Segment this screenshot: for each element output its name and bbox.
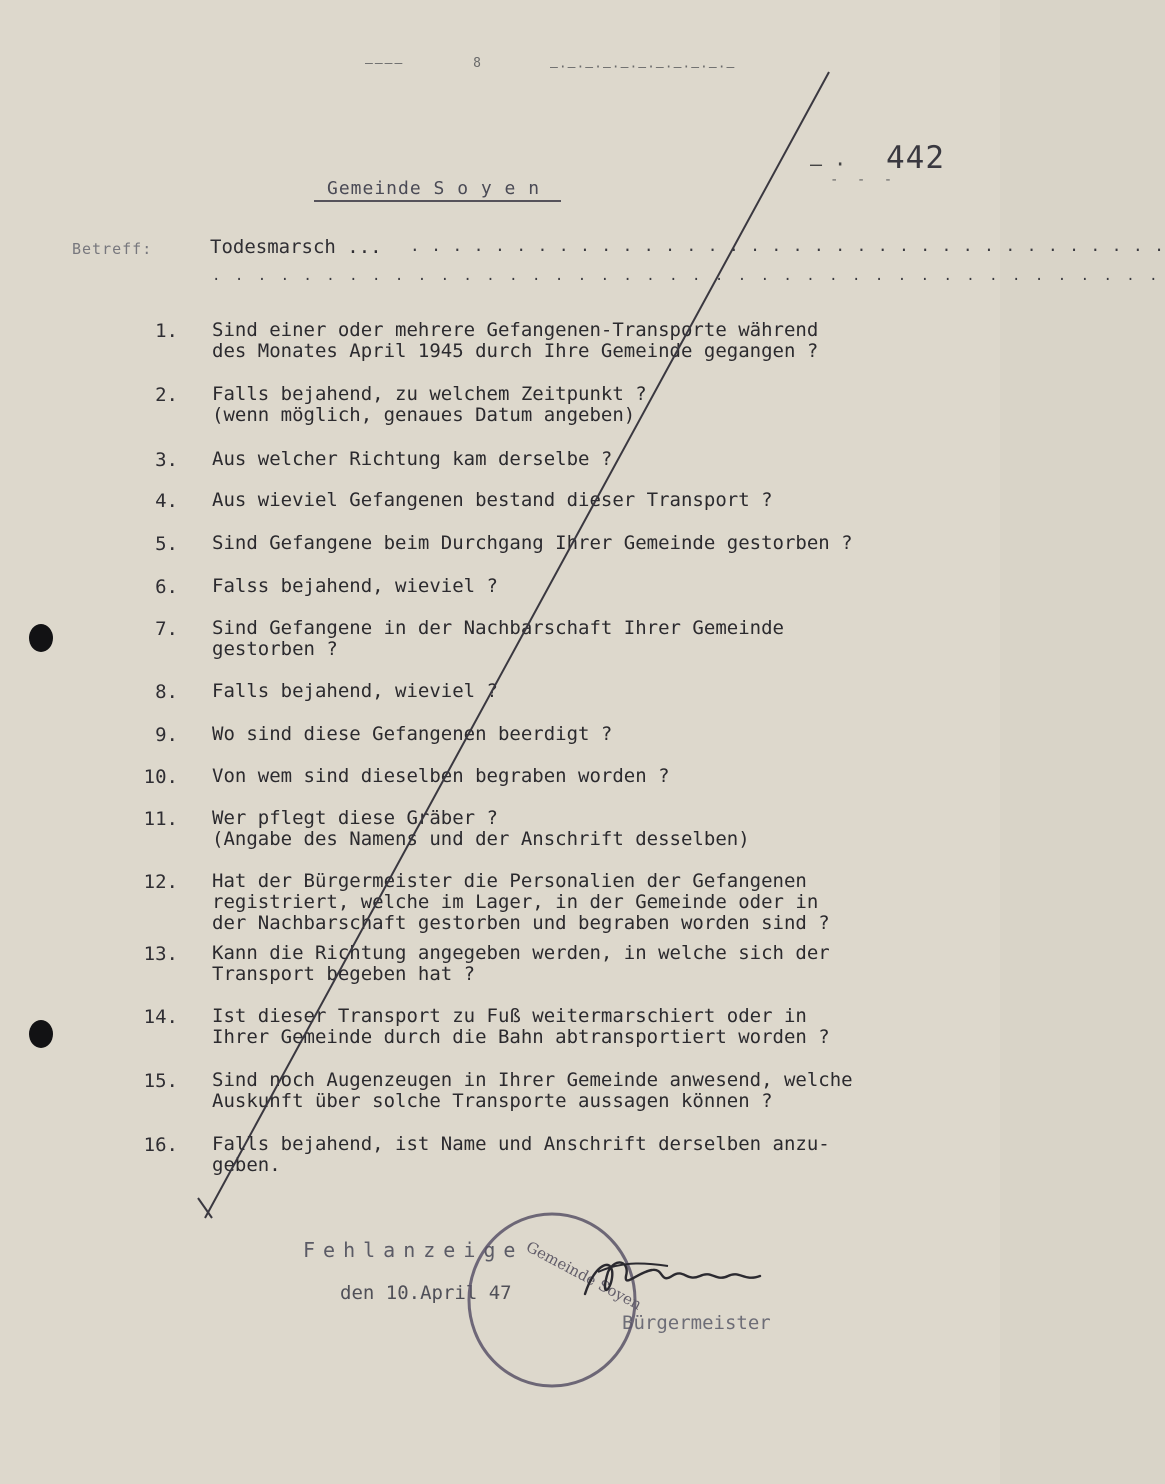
question-line: der Nachbarschaft gestorben und begraben worden sind ? — [212, 912, 830, 934]
question-number: 4. — [155, 490, 178, 512]
cross-out-line — [205, 72, 829, 1218]
official-stamp — [469, 1214, 645, 1386]
question-number: 3. — [155, 449, 178, 471]
question-line: Ist dieser Transport zu Fuß weitermarschiert oder in — [212, 1005, 807, 1027]
question-number: 13. — [143, 943, 178, 965]
question-line: Wo sind diese Gefangenen beerdigt ? — [212, 723, 613, 745]
subject-prefix: Betreff: — [72, 240, 153, 258]
stamp-text: Gemeinde Soyen — [523, 1237, 645, 1314]
question-line: (wenn möglich, genaues Datum angeben) — [212, 404, 636, 426]
question-line: (Angabe des Namens und der Anschrift desselben) — [212, 828, 750, 850]
page-number: 442 — [886, 140, 945, 176]
question-line: Von wem sind dieselben begraben worden ? — [212, 765, 670, 787]
question-line: Aus welcher Richtung kam derselbe ? — [212, 448, 613, 470]
question-number: 10. — [143, 766, 178, 788]
question-line: gestorben ? — [212, 638, 338, 660]
question-line: Sind Gefangene beim Durchgang Ihrer Gemeinde gestorben ? — [212, 532, 853, 554]
question-line: registriert, welche im Lager, in der Gemeinde oder in — [212, 891, 819, 913]
question-number: 2. — [155, 384, 178, 406]
question-line: Falls bejahend, wieviel ? — [212, 680, 498, 702]
question-line: Kann die Richtung angegeben werden, in welche sich der — [212, 942, 830, 964]
question-number: 7. — [155, 618, 178, 640]
question-number: 11. — [143, 808, 178, 830]
signer-role: Bürgermeister — [622, 1312, 771, 1334]
question-line: Falss bejahend, wieviel ? — [212, 575, 498, 597]
question-line: Sind einer oder mehrere Gefangenen-Transporte während — [212, 319, 819, 341]
subject-label: Todesmarsch ... — [210, 236, 382, 258]
page-number-dash: — · — [810, 152, 847, 176]
question-number: 1. — [155, 320, 178, 342]
question-line: Aus wieviel Gefangenen bestand dieser Transport ? — [212, 489, 773, 511]
page-number-underline: - - - — [830, 172, 898, 188]
question-line: Sind Gefangene in der Nachbarschaft Ihrer Gemeinde — [212, 617, 784, 639]
question-number: 8. — [155, 681, 178, 703]
page-title: Gemeinde S o y e n — [327, 178, 541, 199]
question-line: Auskunft über solche Transporte aussagen können ? — [212, 1090, 773, 1112]
question-line: Ihrer Gemeinde durch die Bahn abtransportiert worden ? — [212, 1026, 830, 1048]
question-line: Sind noch Augenzeugen in Ihrer Gemeinde anwesend, welche — [212, 1069, 853, 1091]
top-mark: ———— 8 — [365, 56, 483, 71]
question-line: Hat der Bürgermeister die Personalien der Gefangenen — [212, 870, 807, 892]
question-line: Wer pflegt diese Gräber ? — [212, 807, 498, 829]
question-number: 16. — [143, 1134, 178, 1156]
question-number: 5. — [155, 533, 178, 555]
question-line: Transport begeben hat ? — [212, 963, 476, 985]
question-line: geben. — [212, 1154, 281, 1176]
question-line: des Monates April 1945 durch Ihre Gemeinde gegangen ? — [212, 340, 819, 362]
fehlanzeige-label: Fehlanzeige — [303, 1238, 524, 1262]
question-number: 6. — [155, 576, 178, 598]
question-line: Falls bejahend, zu welchem Zeitpunkt ? — [212, 383, 647, 405]
signature-text: Hamburger — [610, 1249, 728, 1273]
subject-dots-line-2: . . . . . . . . . . . . . . . . . . . . . . . . . . . . . . . . . . . . . . . . . . — [212, 268, 1161, 284]
question-line: Falls bejahend, ist Name und Anschrift derselben anzu- — [212, 1133, 830, 1155]
subject-dots-line-1: . . . . . . . . . . . . . . . . . . . . . . . . . . . . . . . . . . . . — [410, 236, 1165, 255]
question-number: 15. — [143, 1070, 178, 1092]
question-number: 12. — [143, 871, 178, 893]
question-number: 14. — [143, 1006, 178, 1028]
question-number: 9. — [155, 724, 178, 746]
top-mark-dashes: —·—·—·—·—·—·—·—·—·—·— — [550, 60, 736, 75]
signature-date: den 10.April 47 — [340, 1282, 512, 1304]
